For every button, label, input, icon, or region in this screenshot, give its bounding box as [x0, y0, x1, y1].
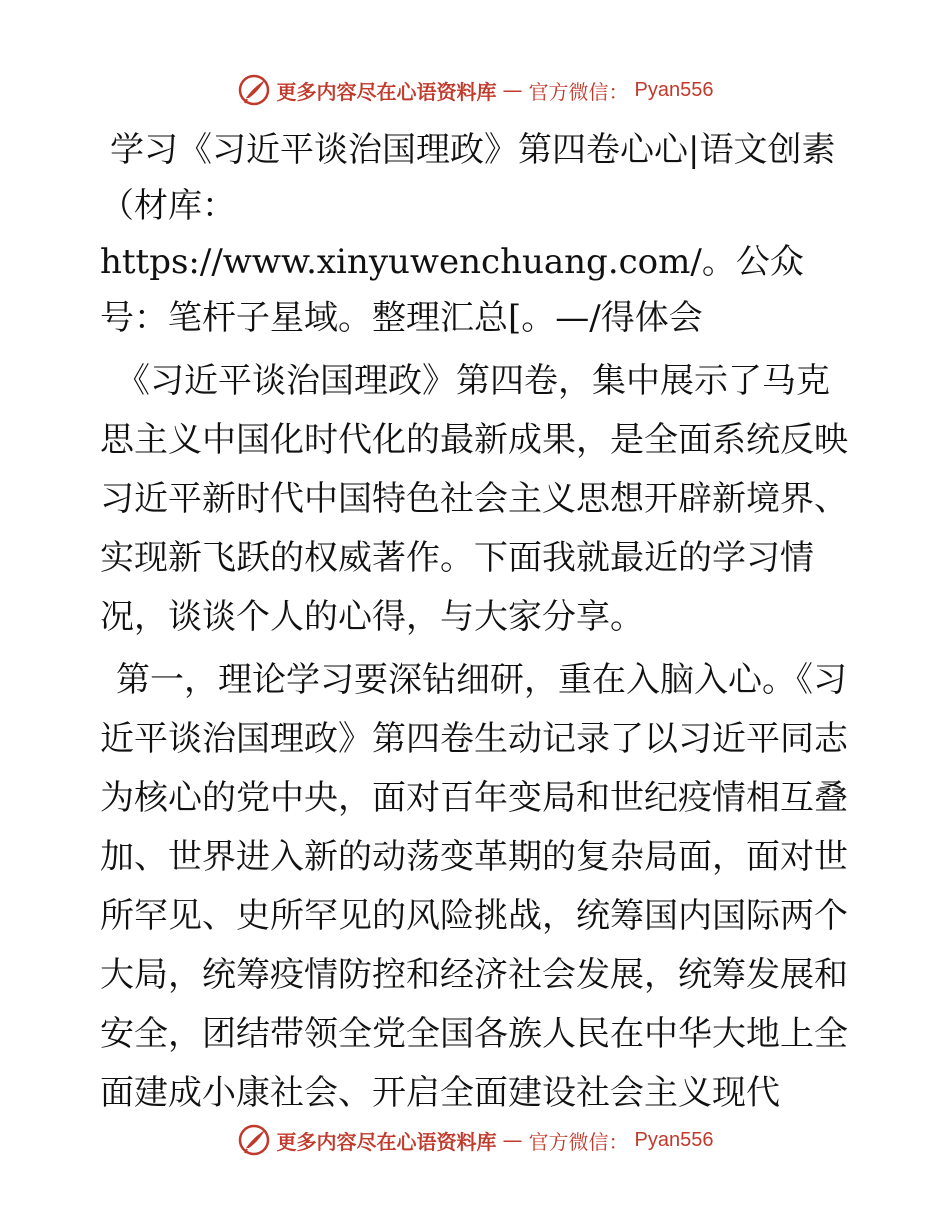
- header-watermark: [0, 70, 950, 110]
- document-body: [100, 122, 855, 1123]
- library-promo-text: 更多内容尽在心语资料库: [276, 79, 497, 104]
- official-wechat-label: 官方微信：: [528, 1129, 629, 1154]
- separator: —: [502, 1128, 523, 1152]
- library-promo-text: 更多内容尽在心语资料库: [276, 1129, 497, 1154]
- document-title: 学习《习近平谈治国理政》第四卷心心|语文创素（材库：https://www.xinyuwenchuang.com/。公众号：笔杆子星域。整理汇总[。—/得体会: [100, 130, 836, 338]
- official-wechat-label: 官方微信：: [528, 79, 629, 104]
- wechat-id: Pyan556: [634, 1128, 714, 1151]
- quill-logo-icon: [237, 1123, 271, 1157]
- footer-watermark: [0, 1120, 950, 1160]
- paragraph-intro: 《习近平谈治国理政》第四卷，集中展示了马克思主义中国化时代化的最新成果，是全面系统反映习近平新时代中国特色社会主义思想开辟新境界、实现新飞跃的权威著作。下面我就最近的学习情况，谈谈个人的心得，与大家分享。: [100, 361, 848, 637]
- quill-logo-icon: [237, 73, 271, 107]
- paragraph-point-one: 第一，理论学习要深钻细研，重在入脑入心。《习近平谈治国理政》第四卷生动记录了以习近平同志为核心的党中央，面对百年变局和世纪疫情相互叠加、世界进入新的动荡变革期的复杂局面，面对世所罕见、史所罕见的风险挑战，统筹国内国际两个大局，统筹疫情防控和经济社会发展，统筹发展和安全，团结带领全党全国各族人民在中华大地上全面建成小康社会、开启全面建设社会主义现代: [100, 660, 848, 1113]
- wechat-id: Pyan556: [634, 78, 714, 101]
- separator: —: [502, 78, 523, 102]
